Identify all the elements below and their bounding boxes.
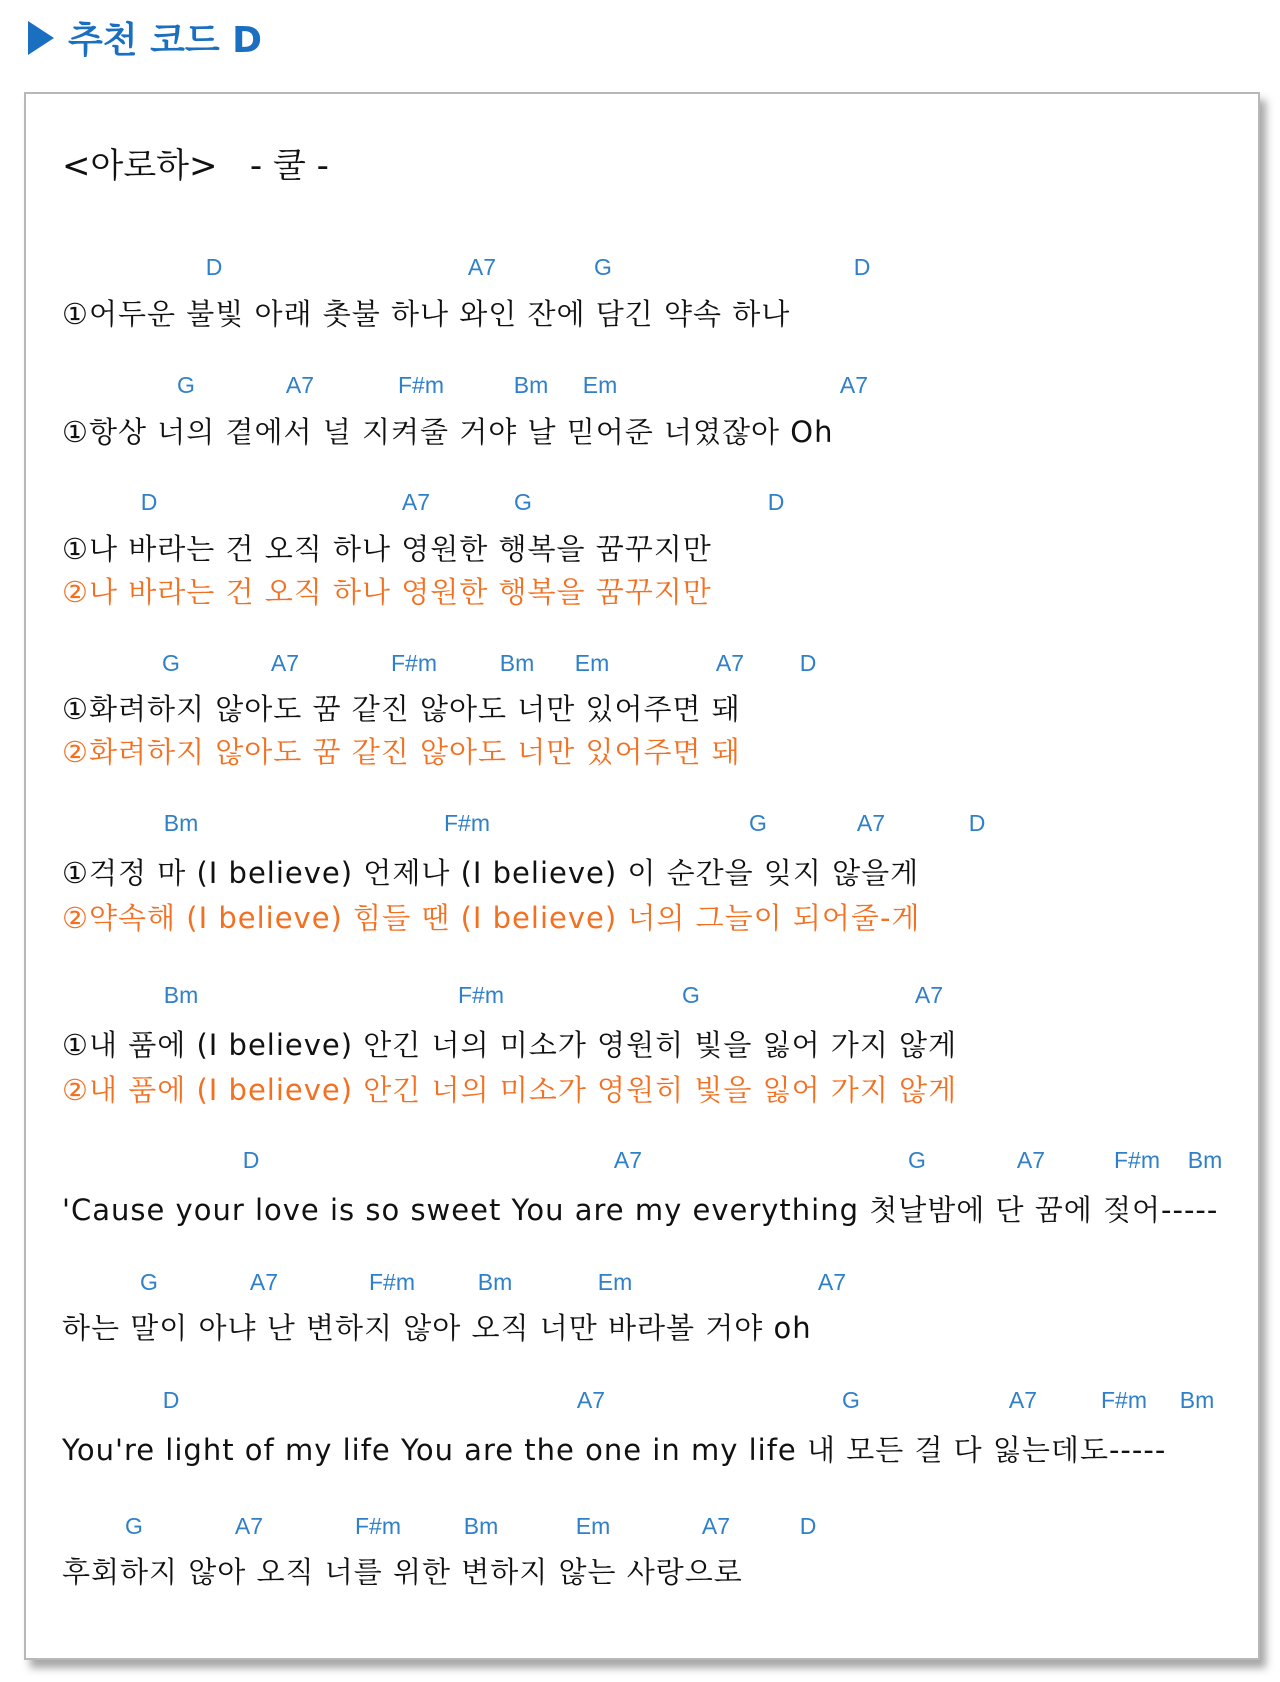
chord-row: [26, 1387, 1258, 1415]
chord-label: A7: [401, 489, 431, 515]
chord-label: A7: [715, 650, 745, 676]
chord-row: [26, 1269, 1258, 1297]
chord-label: A7: [467, 254, 497, 280]
chord-label: A7: [839, 372, 869, 398]
chord-label: A7: [914, 982, 944, 1008]
chord-label: Em: [597, 1269, 633, 1295]
chord-label: Em: [574, 650, 610, 676]
chord-row: [26, 982, 1258, 1010]
chord-label: Bm: [1179, 1387, 1215, 1413]
chord-label: G: [594, 254, 612, 280]
chord-label: D: [242, 1147, 260, 1173]
lyric-line: ①걱정 마 (I believe) 언제나 (I believe) 이 순간을 잊지 않을게: [62, 856, 920, 890]
chord-label: G: [177, 372, 195, 398]
chord-label: Bm: [463, 1513, 499, 1539]
chord-row: [26, 489, 1258, 517]
chord-row: [26, 810, 1258, 838]
chord-label: A7: [249, 1269, 279, 1295]
section-title-text: 추천 코드 D: [68, 20, 263, 61]
chord-label: G: [514, 489, 532, 515]
chord-label: A7: [234, 1513, 264, 1539]
lyric-line: ①나 바라는 건 오직 하나 영원한 행복을 꿈꾸지만: [62, 532, 712, 566]
lyric-line: 하는 말이 아냐 난 변하지 않아 오직 너만 바라볼 거야 oh: [62, 1311, 812, 1345]
chord-label: G: [140, 1269, 158, 1295]
lyric-line: ①어두운 불빛 아래 촛불 하나 와인 잔에 담긴 약속 하나: [62, 297, 791, 331]
chord-label: F#m: [398, 372, 444, 398]
lyric-line: ①항상 너의 곁에서 널 지켜줄 거야 날 믿어준 너였잖아 Oh: [62, 415, 834, 449]
chord-label: Bm: [499, 650, 535, 676]
chord-row: [26, 1147, 1258, 1175]
chord-label: D: [162, 1387, 180, 1413]
lyric-line: 후회하지 않아 오직 너를 위한 변하지 않는 사랑으로: [62, 1555, 743, 1589]
chord-label: A7: [856, 810, 886, 836]
chord-label: F#m: [369, 1269, 415, 1295]
chord-label: D: [799, 1513, 817, 1539]
lyric-line-verse2: ②내 품에 (I believe) 안긴 너의 미소가 영원히 빛을 잃어 가지 않게: [62, 1073, 958, 1107]
song-heading: <아로하> - 쿨 -: [62, 146, 329, 186]
chord-label: Bm: [1187, 1147, 1223, 1173]
chord-label: Em: [582, 372, 618, 398]
chord-label: F#m: [1114, 1147, 1160, 1173]
chord-label: F#m: [444, 810, 490, 836]
lyric-line-verse2: ②나 바라는 건 오직 하나 영원한 행복을 꿈꾸지만: [62, 575, 712, 609]
chord-label: G: [749, 810, 767, 836]
chord-label: Bm: [163, 982, 199, 1008]
chord-label: F#m: [355, 1513, 401, 1539]
chord-label: A7: [270, 650, 300, 676]
chord-label: F#m: [1101, 1387, 1147, 1413]
lyric-line-verse2: ②화려하지 않아도 꿈 같진 않아도 너만 있어주면 돼: [62, 735, 741, 769]
chord-label: Em: [575, 1513, 611, 1539]
chord-row: [26, 1513, 1258, 1541]
chord-label: G: [842, 1387, 860, 1413]
section-title: [28, 12, 262, 63]
chord-label: F#m: [458, 982, 504, 1008]
chord-row: [26, 650, 1258, 678]
chord-label: A7: [1008, 1387, 1038, 1413]
chord-label: D: [140, 489, 158, 515]
chord-label: G: [125, 1513, 143, 1539]
lyric-line: ①내 품에 (I believe) 안긴 너의 미소가 영원히 빛을 잃어 가지 않게: [62, 1028, 958, 1062]
chord-label: A7: [576, 1387, 606, 1413]
chord-label: D: [767, 489, 785, 515]
chord-label: A7: [285, 372, 315, 398]
chord-label: Bm: [477, 1269, 513, 1295]
chord-label: G: [682, 982, 700, 1008]
play-triangle-icon: [28, 21, 54, 55]
chord-label: Bm: [513, 372, 549, 398]
chord-label: G: [908, 1147, 926, 1173]
chord-label: D: [968, 810, 986, 836]
chord-label: A7: [817, 1269, 847, 1295]
chord-label: Bm: [163, 810, 199, 836]
chord-row: [26, 372, 1258, 400]
lyric-line: You're light of my life You are the one in my life 내 모든 걸 다 잃는데도-----: [62, 1433, 1167, 1467]
chord-sheet: [24, 92, 1260, 1660]
lyric-line: ①화려하지 않아도 꿈 같진 않아도 너만 있어주면 돼: [62, 692, 741, 726]
chord-label: A7: [701, 1513, 731, 1539]
chord-row: [26, 254, 1258, 282]
chord-label: A7: [1016, 1147, 1046, 1173]
lyric-line: 'Cause your love is so sweet You are my everything 첫날밤에 단 꿈에 젖어-----: [62, 1193, 1219, 1227]
chord-label: D: [799, 650, 817, 676]
chord-label: D: [205, 254, 223, 280]
lyric-line-verse2: ②약속해 (I believe) 힘들 땐 (I believe) 너의 그늘이 되어줄-게: [62, 901, 921, 935]
chord-label: D: [853, 254, 871, 280]
chord-label: G: [162, 650, 180, 676]
chord-label: F#m: [391, 650, 437, 676]
chord-label: A7: [613, 1147, 643, 1173]
